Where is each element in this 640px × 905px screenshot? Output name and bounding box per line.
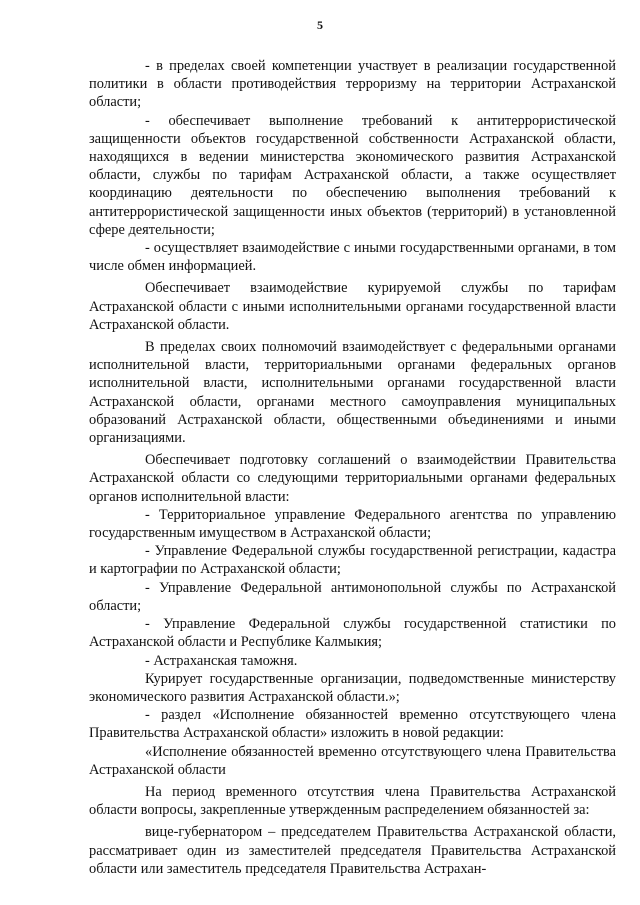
paragraph: - осуществляет взаимодействие с иными государственными органами, в том числе обмен информацией. [89, 240, 616, 275]
document-body [89, 57, 616, 878]
paragraph: - в пределах своей компетенции участвует в реализации государственной политики в области противодействия терроризму на территории Астраханской области; [89, 58, 616, 111]
paragraph: вице-губернатором – председателем Правительства Астраханской области, рассматривает один из заместителей председателя Правительства Астраханской области или заместитель председателя Правительства Астрахан- [89, 824, 616, 877]
paragraph: - обеспечивает выполнение требований к антитеррористической защищенности объектов государственной собственности Астраханской области, находящихся в ведении министерства экономического развития Астраханской области, службы по тарифам Астраханской области, а также осуществляет координацию деятельности по обеспечению выполнения требований к антитеррористической защищенности иных объектов (территорий) в установленной сфере деятельности; [89, 112, 616, 238]
paragraph: На период временного отсутствия члена Правительства Астраханской области вопросы, закрепленные утвержденным распределением обязанностей за: [89, 783, 616, 819]
page-number: 5 [317, 18, 323, 32]
paragraph: Обеспечивает взаимодействие курируемой службы по тарифам Астраханской области с иными исполнительными органами государственной власти Астраханской области. [89, 280, 616, 333]
paragraph: - раздел «Исполнение обязанностей временно отсутствующего члена Правительства Астраханской области» изложить в новой редакции: [89, 707, 616, 742]
paragraph: Курирует государственные организации, подведомственные министерству экономического развития Астраханской области.»; [89, 670, 616, 705]
paragraph: Обеспечивает подготовку соглашений о взаимодействии Правительства Астраханской области со следующими территориальными органами федеральных органов исполнительной власти: [89, 452, 616, 505]
paragraph: - Управление Федеральной службы государственной статистики по Астраханской области и Республике Калмыкия; [89, 616, 616, 651]
paragraph: - Территориальное управление Федерального агентства по управлению государственным имуществом в Астраханской области; [89, 506, 616, 542]
paragraph: - Управление Федеральной службы государственной регистрации, кадастра и картографии по Астраханской области; [89, 543, 616, 578]
paragraph: - Астраханская таможня. [145, 652, 298, 669]
paragraph: «Исполнение обязанностей временно отсутствующего члена Правительства Астраханской области [89, 743, 616, 778]
paragraph: В пределах своих полномочий взаимодействует с федеральными органами исполнительной власти, территориальными органами федеральных органов исполнительной власти, исполнительными органами государственной власти Астраханской области, органами местного самоуправления муниципальных образований Астраханской области, общественными объединениями и иными организациями. [89, 339, 616, 447]
paragraph: - Управление Федеральной антимонопольной службы по Астраханской области; [89, 579, 616, 614]
